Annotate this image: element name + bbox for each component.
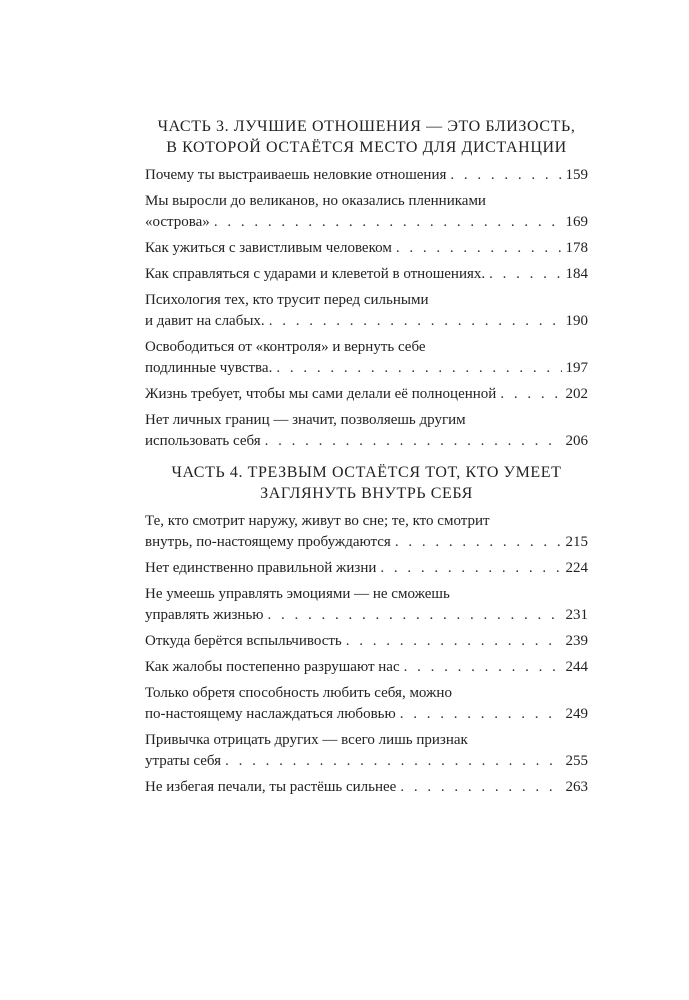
toc-entry[interactable]	[145, 558, 588, 579]
toc-leader-dots	[400, 777, 561, 798]
toc-entry-text: Как справляться с ударами и клеветой в отношениях.	[145, 266, 486, 282]
toc-leader-dots	[380, 558, 561, 579]
toc-entry-text: подлинные чувства.	[145, 360, 273, 376]
toc-page-number: 224	[565, 560, 588, 576]
part-title-line: В КОТОРОЙ ОСТАЁТСЯ МЕСТО ДЛЯ ДИСТАНЦИИ	[166, 139, 567, 156]
toc-page-number: 263	[565, 779, 588, 795]
toc-page-number: 184	[565, 266, 588, 282]
toc-entry[interactable]	[145, 191, 588, 233]
toc-entry[interactable]	[145, 657, 588, 678]
toc-entry-text: Откуда берётся вспыльчивость	[145, 633, 342, 649]
toc-page-number: 244	[565, 659, 588, 675]
toc-entry-text: Те, кто смотрит наружу, живут во сне; те, кто смотрит	[145, 513, 490, 529]
toc-leader-dots	[265, 431, 562, 452]
toc-section-part-4	[145, 462, 588, 798]
toc-entry[interactable]	[145, 631, 588, 652]
toc-entry[interactable]	[145, 777, 588, 798]
toc-entry-text: Освободиться от «контроля» и вернуть себе	[145, 339, 426, 355]
part-title-line: ЗАГЛЯНУТЬ ВНУТРЬ СЕБЯ	[260, 485, 473, 502]
toc-entry[interactable]	[145, 238, 588, 259]
toc-entry[interactable]	[145, 165, 588, 186]
toc-entry-text: Не умеешь управлять эмоциями — не сможешь	[145, 586, 450, 602]
toc-entry[interactable]	[145, 683, 588, 725]
toc-entry[interactable]	[145, 264, 588, 285]
toc-entry-text: Почему ты выстраиваешь неловкие отношения	[145, 167, 447, 183]
toc-entry-text: и давит на слабых.	[145, 313, 265, 329]
toc-page-number: 190	[565, 313, 588, 329]
toc-entry[interactable]	[145, 511, 588, 553]
part-title	[145, 116, 588, 158]
toc-page-number: 178	[565, 240, 588, 256]
toc-page-number: 215	[565, 534, 588, 550]
toc-leader-dots	[396, 238, 562, 259]
toc-entry[interactable]	[145, 290, 588, 332]
toc-page-number: 231	[565, 607, 588, 623]
toc-leader-dots	[450, 165, 561, 186]
toc-leader-dots	[489, 264, 561, 285]
toc-entry-text: «острова»	[145, 214, 210, 230]
toc-entry-text: Только обретя способность любить себя, можно	[145, 685, 452, 701]
toc-entry[interactable]	[145, 730, 588, 772]
toc-entry-text: Не избегая печали, ты растёшь сильнее	[145, 779, 397, 795]
toc-page-number: 202	[565, 386, 588, 402]
toc-entry-text: Нет единственно правильной жизни	[145, 560, 377, 576]
toc-page-number: 239	[565, 633, 588, 649]
toc-entry-text: использовать себя	[145, 433, 261, 449]
toc-leader-dots	[276, 358, 561, 379]
toc-entry-text: Привычка отрицать других — всего лишь признак	[145, 732, 468, 748]
toc-section-part-3	[145, 116, 588, 452]
toc-entry[interactable]	[145, 410, 588, 452]
toc-entry-text: Мы выросли до великанов, но оказались пленниками	[145, 193, 486, 209]
toc-leader-dots	[404, 657, 562, 678]
toc-leader-dots	[346, 631, 562, 652]
toc-entry-text: Нет личных границ — значит, позволяешь другим	[145, 412, 466, 428]
toc-entry-text: Как жалобы постепенно разрушают нас	[145, 659, 400, 675]
toc-entry[interactable]	[145, 584, 588, 626]
toc-entry-text: внутрь, по-настоящему пробуждаются	[145, 534, 391, 550]
toc-entry-text: Как ужиться с завистливым человеком	[145, 240, 392, 256]
part-title	[145, 462, 588, 504]
toc-page-number: 255	[565, 753, 588, 769]
table-of-contents	[145, 116, 588, 803]
toc-leader-dots	[500, 384, 561, 405]
toc-page-number: 169	[565, 214, 588, 230]
part-title-line: ЧАСТЬ 4. ТРЕЗВЫМ ОСТАЁТСЯ ТОТ, КТО УМЕЕТ	[171, 464, 562, 481]
toc-leader-dots	[214, 212, 562, 233]
part-title-line: ЧАСТЬ 3. ЛУЧШИЕ ОТНОШЕНИЯ — ЭТО БЛИЗОСТЬ,	[157, 118, 576, 135]
toc-leader-dots	[225, 751, 561, 772]
toc-leader-dots	[268, 605, 562, 626]
toc-leader-dots	[269, 311, 562, 332]
toc-page-number: 197	[565, 360, 588, 376]
toc-page-number: 249	[565, 706, 588, 722]
toc-leader-dots	[400, 704, 562, 725]
toc-entry-text: по-настоящему наслаждаться любовью	[145, 706, 396, 722]
toc-entry[interactable]	[145, 337, 588, 379]
toc-entry-text: управлять жизнью	[145, 607, 264, 623]
toc-page-number: 206	[565, 433, 588, 449]
toc-entry-text: Жизнь требует, чтобы мы сами делали её полноценной	[145, 386, 497, 402]
toc-leader-dots	[395, 532, 562, 553]
toc-page-number: 159	[565, 167, 588, 183]
toc-entry-text: Психология тех, кто трусит перед сильными	[145, 292, 429, 308]
toc-entry[interactable]	[145, 384, 588, 405]
toc-entry-text: утраты себя	[145, 753, 222, 769]
